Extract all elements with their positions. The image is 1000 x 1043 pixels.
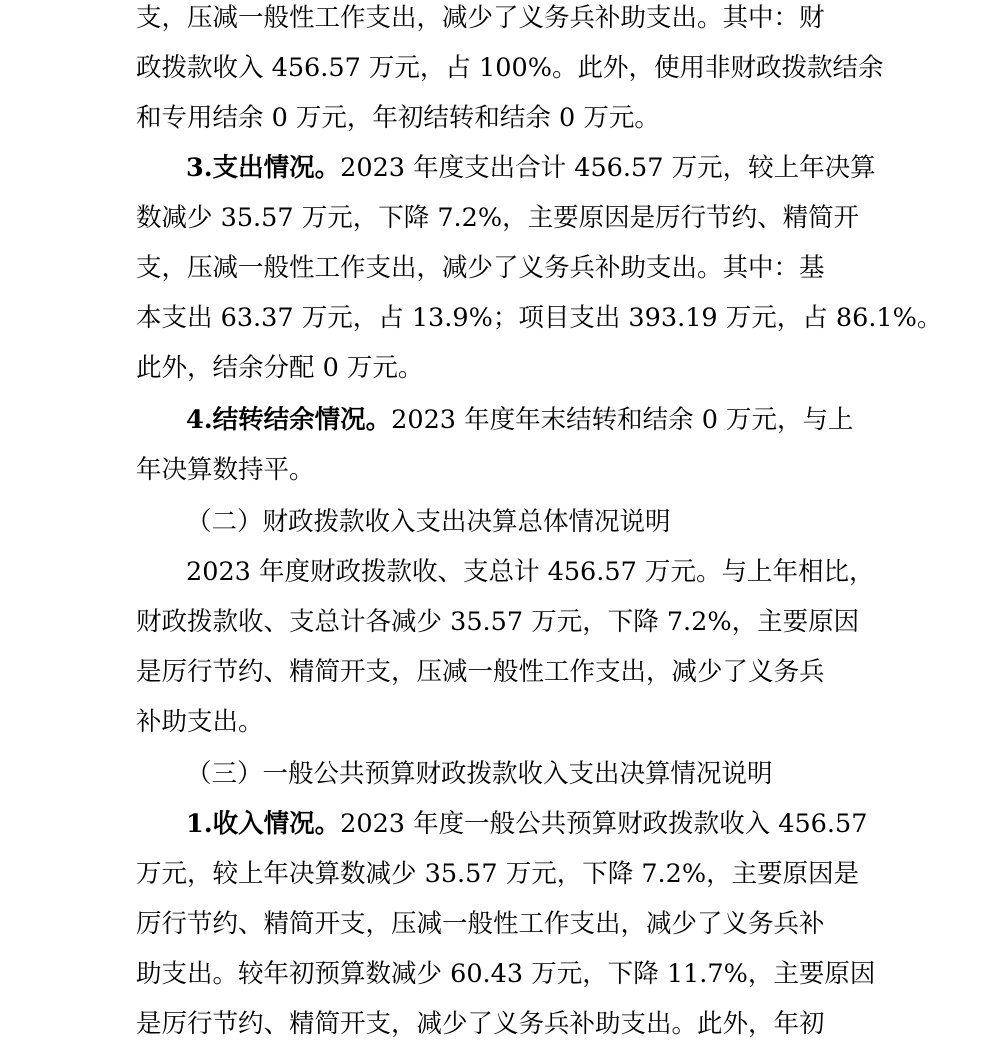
text-line: 2023 年度财政拨款收、支总计 456.57 万元。与上年相比， [186,557,875,587]
section-heading: 3.支出情况。 [186,153,341,183]
text-line: 补助支出。 [136,707,264,737]
text-line: 此外，结余分配 0 万元。 [136,353,424,383]
text-line: 厉行节约、精简开支，压减一般性工作支出，减少了义务兵补 [136,909,825,939]
subsection-title: （三）一般公共预算财政拨款收入支出决算情况说明 [186,759,773,789]
section-heading: 1.收入情况。 [186,809,341,839]
text-line: 年决算数持平。 [136,455,315,485]
section-heading: 4.结转结余情况。 [186,405,392,435]
text-line: 财政拨款收、支总计各减少 35.57 万元，下降 7.2%，主要原因 [136,607,860,637]
text-line: 政拨款收入 456.57 万元，占 100%。此外，使用非财政拨款结余 [136,53,884,83]
text-line: 支，压减一般性工作支出，减少了义务兵补助支出。其中：财 [136,3,825,33]
text-line: 和专用结余 0 万元，年初结转和结余 0 万元。 [136,103,660,133]
text-line: 万元，较上年决算数减少 35.57 万元，下降 7.2%，主要原因是 [136,859,860,889]
section-heading-line: 4.结转结余情况。2023 年度年末结转和结余 0 万元，与上 [186,405,854,435]
text-line: 数减少 35.57 万元，下降 7.2%，主要原因是厉行节约、精简开 [136,203,860,233]
text-line: 本支出 63.37 万元，占 13.9%；项目支出 393.19 万元，占 86.1%。 [136,303,943,333]
section-heading-line: 3.支出情况。2023 年度支出合计 456.57 万元，较上年决算 [186,153,876,183]
text-line: 助支出。较年初预算数减少 60.43 万元，下降 11.7%，主要原因 [136,959,876,989]
text-line: 是厉行节约、精简开支，减少了义务兵补助支出。此外，年初 [136,1009,825,1039]
section-heading-line: 1.收入情况。2023 年度一般公共预算财政拨款收入 456.57 [186,809,868,839]
text-line: 是厉行节约、精简开支，压减一般性工作支出，减少了义务兵 [136,657,825,687]
subsection-title: （二）财政拨款收入支出决算总体情况说明 [186,507,671,537]
text-line: 支，压减一般性工作支出，减少了义务兵补助支出。其中：基 [136,253,825,283]
